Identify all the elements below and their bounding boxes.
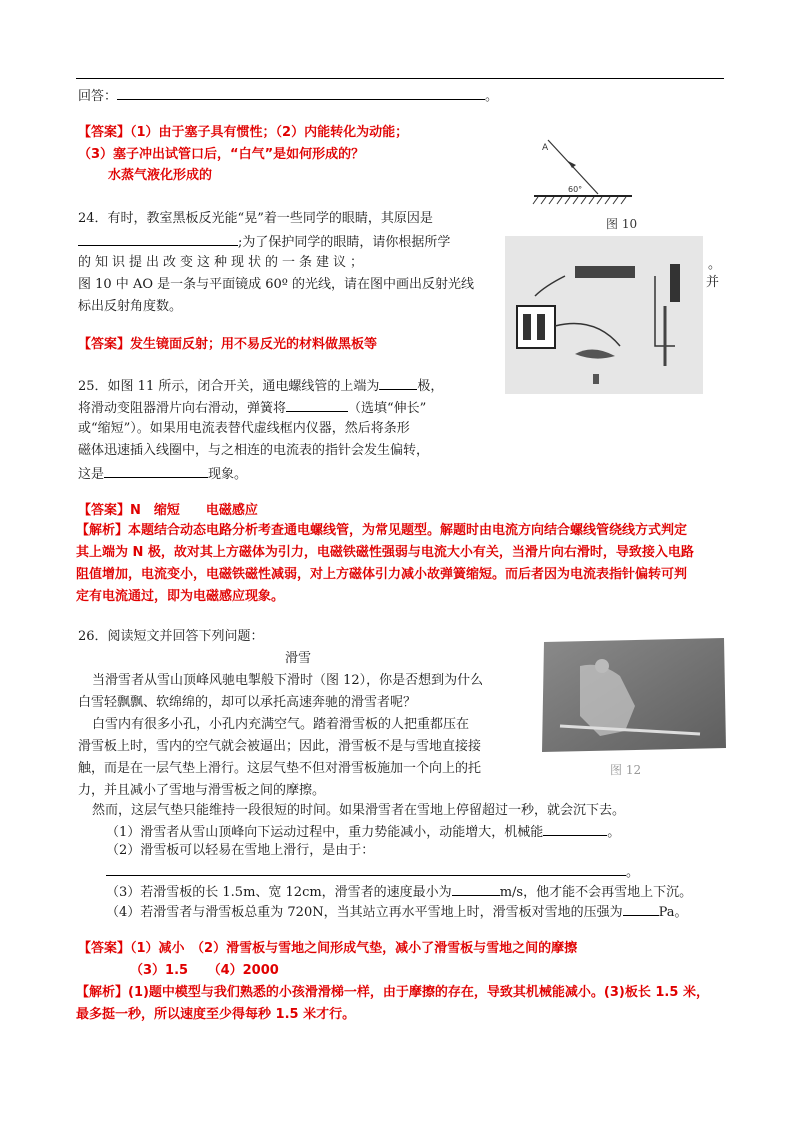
fig10-angle-label: 60° <box>568 185 583 194</box>
q25-blank-1 <box>379 376 417 390</box>
q26-p1a: 当滑雪者从雪山顶峰风驰电掣般下滑时（图 12），你是否想到为什么 <box>92 673 484 688</box>
wire <box>535 276 565 296</box>
q24-line3-tail: 。 <box>708 257 722 272</box>
q24-line4-tail: 并 <box>706 275 720 290</box>
battery-cell-1 <box>523 314 531 340</box>
q26-sub1-end: 。 <box>607 825 621 840</box>
header-rule <box>76 78 724 79</box>
q25-line5-a: 这是 <box>78 467 105 482</box>
battery-cell-2 <box>537 314 545 340</box>
terminal <box>593 374 599 384</box>
q25-explanation-2: 其上端为 N 极，故对其上方磁体为引力，电磁铁磁性强弱与电流大小有关，当滑片向右滑时，导致接入电路 <box>76 545 694 560</box>
q23-answer-prefix: 回答： <box>78 89 118 104</box>
figure-12 <box>540 636 728 778</box>
q25-answer: 【答案】N 缩短 电磁感应 <box>78 503 258 518</box>
q26-title: 滑雪 <box>285 651 312 666</box>
q25-line2 <box>78 398 426 418</box>
q26-p2c: 触，而是在一层气垫上滑行。这层气垫不但对滑雪板施加一个向上的托 <box>78 761 482 776</box>
fig12-label: 图 12 <box>610 763 642 777</box>
q26-blank-3 <box>452 882 500 896</box>
q26-sub2-end: 。 <box>626 865 640 880</box>
skier-head <box>595 659 609 673</box>
q24-line4: 图 10 中 AO 是一条与平面镜成 60º 的光线，请在图中画出反射光线 <box>78 277 475 292</box>
q25-line1-b: 极， <box>417 379 444 394</box>
figure-10-diagram <box>528 132 638 232</box>
q26-p3: 然而，这层气垫只能维持一段很短的时间。如果滑雪者在雪地上停留超过一秒，就会沉下去。 <box>92 803 626 818</box>
mirror-hatching <box>533 197 626 204</box>
bar-magnet <box>575 266 635 278</box>
q24-blank-1 <box>78 232 238 246</box>
ray-arrow <box>568 161 576 168</box>
q26-blank-1 <box>543 822 607 836</box>
q24-line3: 的知识提出改变这种现状的一条建议； <box>78 255 368 270</box>
q25-blank-2 <box>286 398 348 412</box>
q25-line5 <box>78 464 247 484</box>
q25-explanation-3: 阻值增加，电流变小，电磁铁磁性减弱，对上方磁体引力减小故弹簧缩短。而后者因为电流表指针偏转可判 <box>76 567 688 582</box>
q24-line1: 24．有时，教室黑板反光能“晃”着一些同学的眼睛，其原因是 <box>78 211 433 226</box>
q26-sub3 <box>106 882 692 902</box>
q25-explanation-1: 【解析】本题结合动态电路分析考查通电螺线管，为常见题型。解题时由电流方向结合螺线管绕线方式判定 <box>76 523 688 538</box>
q26-p1b: 白雪轻飘飘、软绵绵的，却可以承托高速奔驰的滑雪者呢？ <box>78 695 417 710</box>
figure-11-diagram <box>505 236 703 394</box>
q26-sub4 <box>106 902 688 922</box>
q26-sub3-end: m/s，他才能不会再雪地上下沉。 <box>499 885 693 900</box>
q23-answer-suffix: 。 <box>485 89 499 104</box>
switch <box>575 349 615 358</box>
q26-sub4-text: （4）若滑雪者与滑雪板总重为 720N，当其站立再水平雪地上时，滑雪板对雪地的压强为 <box>106 905 623 920</box>
q26-sub3-text: （3）若滑雪板的长 1.5m、宽 12cm，滑雪者的速度最小为 <box>106 885 452 900</box>
q26-explanation-1: 【解析】(1)题中模型与我们熟悉的小孩滑滑梯一样，由于摩擦的存在，导致其机械能减小。(3)板长 1.5 米， <box>76 985 709 1000</box>
figure-11 <box>505 236 703 394</box>
q26-p2d: 力，并且减小了雪地与滑雪板之间的摩擦。 <box>78 783 326 798</box>
fig10-label: 图 10 <box>606 217 638 231</box>
q25-line3: 或“缩短”）。如果用电流表替代虚线框内仪器，然后将条形 <box>78 421 410 436</box>
q26-sub2-answer-line <box>106 862 639 882</box>
q26-blank-4 <box>623 902 659 916</box>
battery-box <box>517 306 555 348</box>
q25-blank-3 <box>104 464 208 478</box>
q24-line2-text: ;为了保护同学的眼睛，请你根据所学 <box>238 235 451 250</box>
q24-answer: 【答案】发生镜面反射；用不易反光的材料做黑板等 <box>78 337 378 352</box>
fig10-ray-label: A <box>542 143 549 153</box>
q26-blank-2 <box>106 862 626 876</box>
q26-sub4-end: Pa。 <box>658 905 688 920</box>
q25-line5-b: 现象。 <box>208 467 248 482</box>
q26-p2b: 滑雪板上时，雪内的空气就会被逼出；因此，滑雪板不是与雪地直接接 <box>78 739 482 754</box>
figure-10 <box>528 132 638 232</box>
q23-answer-line <box>78 86 498 106</box>
q26-sub1 <box>106 822 620 842</box>
figure-12-photo <box>540 636 728 778</box>
q26-sub1-text: （1）滑雪者从雪山顶峰向下运动过程中，重力势能减小，动能增大，机械能 <box>106 825 544 840</box>
q24-line2 <box>78 232 450 252</box>
q25-line2-a: 将滑动变阻器滑片向右滑动，弹簧将 <box>78 401 287 416</box>
q26-answer-2: （3）1.5 （4）2000 <box>130 963 279 978</box>
wire-2 <box>555 324 620 347</box>
q23-answer-blank <box>117 86 485 100</box>
q25-line4: 磁体迅速插入线圈中，与之相连的电流表的指针会发生偏转， <box>78 443 430 458</box>
spring-holder <box>670 264 680 302</box>
q23-answer-2: （3）塞子冲出试管口后，“白气”是如何形成的？ <box>78 147 365 162</box>
q25-line2-b: （选填“伸长” <box>348 401 427 416</box>
q26-p2a: 白雪内有很多小孔，小孔内充满空气。踏着滑雪板的人把重都压在 <box>92 717 470 732</box>
q23-answer-3: 水蒸气液化形成的 <box>108 168 213 183</box>
q24-line5: 标出反射角度数。 <box>78 299 183 314</box>
q26-intro: 26．阅读短文并回答下列问题： <box>78 629 264 644</box>
q23-answer-1: 【答案】（1）由于塞子具有惯性；（2）内能转化为动能； <box>78 125 409 140</box>
q26-explanation-2: 最多挺一秒，所以速度至少得每秒 1.5 米才行。 <box>76 1007 356 1022</box>
q26-answer-1: 【答案】（1）减小 （2）滑雪板与雪地之间形成气垫，减小了滑雪板与雪地之间的摩擦 <box>78 941 578 956</box>
q25-line1 <box>78 376 443 396</box>
q26-sub2: （2）滑雪板可以轻易在雪地上滑行，是由于： <box>106 843 375 858</box>
q25-line1-a: 25．如图 11 所示，闭合开关，通电螺线管的上端为 <box>78 379 380 394</box>
q25-explanation-4: 定有电流通过，即为电磁感应现象。 <box>76 589 285 604</box>
